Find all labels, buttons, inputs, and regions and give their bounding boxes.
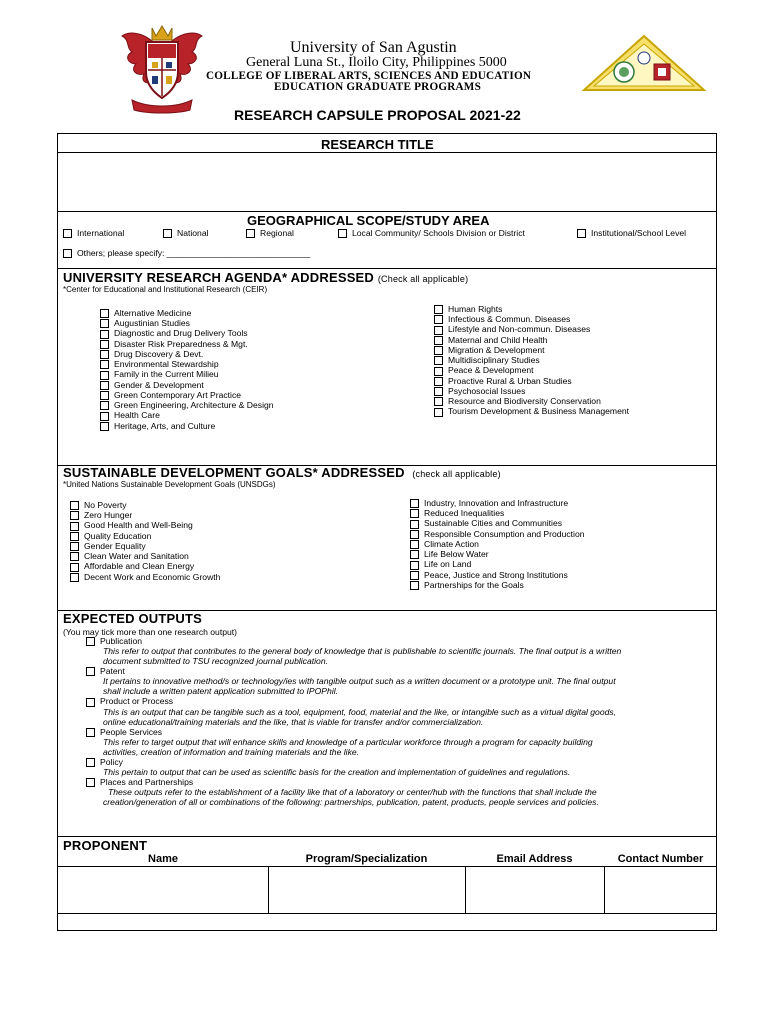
university-seal-logo xyxy=(118,22,206,114)
checkbox-icon[interactable] xyxy=(410,561,419,570)
checklist-item[interactable]: Green Engineering, Architecture & Design xyxy=(100,400,274,410)
checklist-item[interactable]: Drug Discovery & Devt. xyxy=(100,349,274,359)
output-title: Policy xyxy=(100,756,123,767)
checkbox-icon[interactable] xyxy=(86,698,95,707)
output-option[interactable] xyxy=(62,757,712,777)
checklist-item[interactable]: Climate Action xyxy=(410,539,585,549)
outputs-subtitle: (You may tick more than one research output) xyxy=(63,627,238,637)
checklist-item[interactable]: Affordable and Clean Energy xyxy=(70,561,220,571)
checkbox-icon[interactable] xyxy=(70,501,79,510)
checkbox-icon[interactable] xyxy=(100,422,109,431)
checkbox-icon[interactable] xyxy=(434,336,443,345)
checkbox-icon[interactable] xyxy=(86,667,95,676)
scope-option-international[interactable]: International xyxy=(63,228,124,238)
checklist-item[interactable]: Life Below Water xyxy=(410,549,585,559)
checklist-item[interactable]: Heritage, Arts, and Culture xyxy=(100,421,274,431)
output-description: These outputs refer to the establishment of a facility like that of a laboratory or center/hub with the functions that shall include the xyxy=(108,787,597,798)
research-title-field[interactable] xyxy=(58,153,716,210)
agenda-list-right xyxy=(434,304,629,417)
agenda-list-left xyxy=(100,308,274,431)
program-name: EDUCATION GRADUATE PROGRAMS xyxy=(274,81,481,93)
proponent-contact-cell[interactable] xyxy=(605,867,716,912)
checkbox-icon[interactable] xyxy=(100,350,109,359)
output-description: It pertains to innovative method/s or technology/ies with tangible output such as a written document or a prototype unit. The final output xyxy=(103,676,616,687)
output-title: Publication xyxy=(100,636,143,646)
checkbox-icon[interactable] xyxy=(410,509,419,518)
checklist-item[interactable]: Alternative Medicine xyxy=(100,308,274,318)
output-option[interactable] xyxy=(62,636,712,666)
scope-option-local[interactable]: Local Community/ Schools Division or District xyxy=(338,228,525,238)
university-name: University of San Agustin xyxy=(290,39,457,56)
checklist-item[interactable]: Zero Hunger xyxy=(70,510,220,520)
checklist-item[interactable]: Partnerships for the Goals xyxy=(410,580,585,590)
col-header-name: Name xyxy=(148,853,178,865)
checkbox-icon[interactable] xyxy=(410,540,419,549)
checkbox-icon[interactable] xyxy=(100,371,109,380)
checkbox-icon[interactable] xyxy=(70,542,79,551)
checkbox-icon[interactable] xyxy=(100,391,109,400)
checkbox-icon[interactable] xyxy=(410,581,419,590)
checklist-item[interactable]: Life on Land xyxy=(410,559,585,569)
agenda-subtitle: *Center for Educational and Institutional Research (CEIR) xyxy=(63,285,268,294)
checklist-item[interactable]: Decent Work and Economic Growth xyxy=(70,572,220,582)
checkbox-icon[interactable] xyxy=(434,315,443,324)
checkbox-icon[interactable] xyxy=(434,346,443,355)
checkbox-icon[interactable] xyxy=(410,571,419,580)
checklist-item[interactable]: Environmental Stewardship xyxy=(100,359,274,369)
checkbox-icon[interactable] xyxy=(63,249,72,258)
checkbox-icon[interactable] xyxy=(70,522,79,531)
divider-scope xyxy=(57,211,717,212)
sdg-subtitle: *United Nations Sustainable Development Goals (UNSDGs) xyxy=(63,480,276,489)
checkbox-icon[interactable] xyxy=(100,309,109,318)
output-description: This refer to output that contributes to the general body of knowledge that is publishable to scientific journals. The final output is a written xyxy=(103,646,622,657)
output-description: creation/generation of all or combinations of the following: partnerships, publication, patent, products, people services and policies. xyxy=(103,797,599,808)
output-title: Patent xyxy=(100,666,125,677)
sdg-list-left xyxy=(70,500,220,582)
checkbox-icon[interactable] xyxy=(70,552,79,561)
checkbox-icon[interactable] xyxy=(434,387,443,396)
divider-proponent xyxy=(57,836,717,837)
output-title: Product or Process xyxy=(100,696,174,707)
proponent-heading: PROPONENT xyxy=(63,838,148,853)
research-title-heading: RESEARCH TITLE xyxy=(321,137,434,152)
checkbox-icon[interactable] xyxy=(63,229,72,238)
sdg-heading: SUSTAINABLE DEVELOPMENT GOALS* ADDRESSED (check all applicable) xyxy=(63,465,501,480)
scope-option-others[interactable]: Others; please specify: ______________________________ xyxy=(63,248,310,258)
checklist-item[interactable]: Gender & Development xyxy=(100,380,274,390)
checklist-item[interactable]: Resource and Biodiversity Conservation xyxy=(434,396,629,406)
output-title: Places and Partnerships xyxy=(100,777,194,788)
table-bottom-line xyxy=(57,913,717,914)
col-header-program: Program/Specialization xyxy=(305,853,428,865)
checkbox-icon[interactable] xyxy=(70,563,79,572)
checklist-item[interactable]: Human Rights xyxy=(434,304,629,314)
agenda-heading: UNIVERSITY RESEARCH AGENDA* ADDRESSED (Check all applicable) xyxy=(63,270,469,285)
checklist-item[interactable]: No Poverty xyxy=(70,500,220,510)
checkbox-icon[interactable] xyxy=(100,401,109,410)
checkbox-icon[interactable] xyxy=(338,229,347,238)
divider-agenda xyxy=(57,268,717,269)
checklist-item[interactable]: Health Care xyxy=(100,410,274,420)
checklist-item[interactable]: Gender Equality xyxy=(70,541,220,551)
checklist-item[interactable]: Psychosocial Issues xyxy=(434,386,629,396)
checklist-item[interactable]: Peace & Development xyxy=(434,365,629,375)
checkbox-icon[interactable] xyxy=(246,229,255,238)
checkbox-icon[interactable] xyxy=(434,367,443,376)
checklist-item[interactable]: Diagnostic and Drug Delivery Tools xyxy=(100,328,274,338)
output-description: online educational/training materials and the like, that is viable for transfer and/or commercialization. xyxy=(103,716,484,727)
checkbox-icon[interactable] xyxy=(434,408,443,417)
output-option[interactable] xyxy=(62,666,712,696)
sdg-list-right xyxy=(410,498,585,590)
checklist-item[interactable]: Lifestyle and Non-commun. Diseases xyxy=(434,324,629,334)
checklist-item[interactable]: Reduced Inequalities xyxy=(410,508,585,518)
university-address: General Luna St., Iloilo City, Philippines 5000 xyxy=(246,55,507,70)
scope-option-national[interactable]: National xyxy=(163,228,209,238)
checklist-item[interactable]: Clean Water and Sanitation xyxy=(70,551,220,561)
col-header-email: Email Address xyxy=(496,853,573,865)
checkbox-icon[interactable] xyxy=(434,326,443,335)
checkbox-icon[interactable] xyxy=(100,330,109,339)
checkbox-icon[interactable] xyxy=(100,360,109,369)
checkbox-icon[interactable] xyxy=(86,728,95,737)
output-option[interactable] xyxy=(62,727,712,757)
checklist-item[interactable]: Sustainable Cities and Communities xyxy=(410,518,585,528)
output-description: document submitted to TSU recognized journal publication. xyxy=(103,656,328,667)
checklist-item[interactable]: Family in the Current Milieu xyxy=(100,369,274,379)
checklist-item[interactable]: Tourism Development & Business Management xyxy=(434,406,629,416)
checkbox-icon[interactable] xyxy=(86,778,95,787)
scope-option-institutional[interactable]: Institutional/School Level xyxy=(577,228,686,238)
output-description: shall include a written patent application submitted to IPOPhil. xyxy=(103,686,339,697)
checklist-item[interactable]: Multidisciplinary Studies xyxy=(434,355,629,365)
checkbox-icon[interactable] xyxy=(100,319,109,328)
checklist-item[interactable]: Maternal and Child Health xyxy=(434,335,629,345)
checklist-item[interactable]: Industry, Innovation and Infrastructure xyxy=(410,498,585,508)
checkbox-icon[interactable] xyxy=(410,530,419,539)
agenda-note: (Check all applicable) xyxy=(377,274,469,284)
college-name: COLLEGE OF LIBERAL ARTS, SCIENCES AND EDUCATION xyxy=(206,70,532,82)
checklist-item[interactable]: Green Contemporary Art Practice xyxy=(100,390,274,400)
sdg-note: (check all applicable) xyxy=(412,469,501,479)
checkbox-icon[interactable] xyxy=(163,229,172,238)
checklist-item[interactable]: Quality Education xyxy=(70,531,220,541)
checkbox-icon[interactable] xyxy=(70,532,79,541)
checkbox-icon[interactable] xyxy=(86,758,95,767)
output-description: This pertain to output that can be used as scientific basis for the creation and implementation of guidelines and regulations. xyxy=(103,767,571,778)
outputs-heading: EXPECTED OUTPUTS xyxy=(63,611,202,626)
scope-heading: GEOGRAPHICAL SCOPE/STUDY AREA xyxy=(247,213,490,228)
checkbox-icon[interactable] xyxy=(410,550,419,559)
output-description: This refer to target output that will enhance skills and knowledge of a particular workforce through a program for capacity building xyxy=(103,736,593,747)
checklist-item[interactable]: Migration & Development xyxy=(434,345,629,355)
col-header-contact: Contact Number xyxy=(617,853,704,865)
checklist-item[interactable]: Proactive Rural & Urban Studies xyxy=(434,376,629,386)
proponent-name-cell[interactable] xyxy=(58,867,267,912)
checkbox-icon[interactable] xyxy=(70,511,79,520)
checklist-item[interactable]: Responsible Consumption and Production xyxy=(410,529,585,539)
checkbox-icon[interactable] xyxy=(410,499,419,508)
checkbox-icon[interactable] xyxy=(70,573,79,582)
checkbox-icon[interactable] xyxy=(100,340,109,349)
checkbox-icon[interactable] xyxy=(434,397,443,406)
checkbox-icon[interactable] xyxy=(434,377,443,386)
proponent-program-cell[interactable] xyxy=(269,867,464,912)
checklist-item[interactable]: Disaster Risk Preparedness & Mgt. xyxy=(100,339,274,349)
checklist-item[interactable]: Peace, Justice and Strong Institutions xyxy=(410,570,585,580)
checkbox-icon[interactable] xyxy=(86,637,95,646)
checkbox-icon[interactable] xyxy=(410,520,419,529)
checkbox-icon[interactable] xyxy=(100,381,109,390)
output-option[interactable] xyxy=(62,777,712,807)
checklist-item[interactable]: Good Health and Well-Being xyxy=(70,520,220,530)
checkbox-icon[interactable] xyxy=(434,305,443,314)
checkbox-icon[interactable] xyxy=(577,229,586,238)
form-title: RESEARCH CAPSULE PROPOSAL 2021-22 xyxy=(234,107,521,123)
checkbox-icon[interactable] xyxy=(434,356,443,365)
checkbox-icon[interactable] xyxy=(100,412,109,421)
center-triangle-logo xyxy=(582,34,706,92)
checklist-item[interactable]: Augustinian Studies xyxy=(100,318,274,328)
output-option[interactable] xyxy=(62,696,712,726)
scope-option-regional[interactable]: Regional xyxy=(246,228,294,238)
output-description: activities, creation of information and training materials and the like. xyxy=(103,746,360,757)
outputs-list xyxy=(62,636,712,807)
checklist-item[interactable]: Infectious & Commun. Diseases xyxy=(434,314,629,324)
output-description: This is an output that can be tangible such as a tool, equipment, food, material and the like, or intangible such as a virtual digital goods, xyxy=(103,706,617,717)
proponent-email-cell[interactable] xyxy=(466,867,603,912)
output-title: People Services xyxy=(100,726,163,737)
